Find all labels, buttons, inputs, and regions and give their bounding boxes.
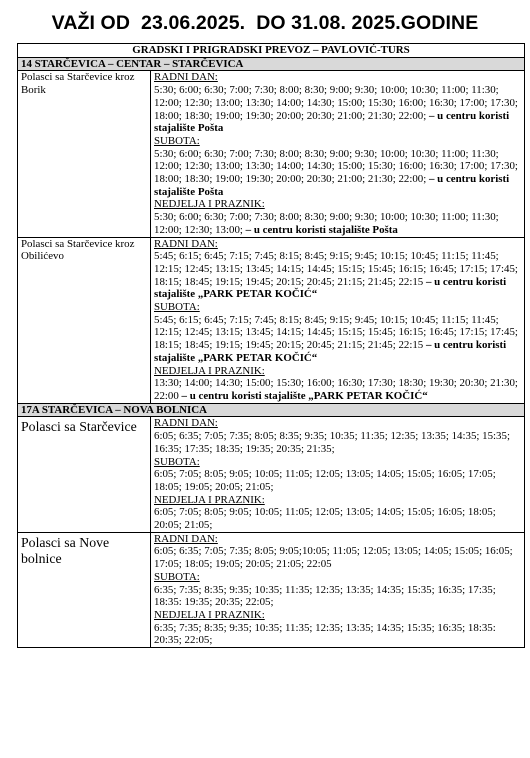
line-header-17a: 17A STARČEVICA – NOVA BOLNICA (18, 403, 525, 417)
times-text: 5:45; 6:15; 6:45; 7:15; 7:45; 8:15; 8:45; 9:15; 9:45; 10:15; 10:45; 11:15; 11:45; 12:15; 12:45; 13:15; 13:45; 14:15; 14:45; 15:15; 15:45; 16:15; 16:45; 17:15; 17:45; 18:15; 18:45; 19:15; 19:45; 20:15; 20:45; 21:15; 21:45; 22:15 – u centru koristi stajalište „PARK PETAR KOČIĆ“ (154, 313, 518, 364)
schedule-table (17, 43, 525, 648)
day-label: NEDJELJA I PRAZNIK: (154, 198, 265, 211)
times-text: 6:35; 7:35; 8:35; 9:35; 10:35; 11:35; 12:35; 13:35; 14:35; 15:35; 16:35; 18:35: 20:35; 22:05; (154, 621, 496, 647)
route-times (151, 417, 525, 532)
day-label: NEDJELJA I PRAZNIK: (154, 608, 265, 621)
line-header-14: 14 STARČEVICA – CENTAR – STARČEVICA (18, 57, 525, 71)
times-text: 6:05; 7:05; 8:05; 9:05; 10:05; 11:05; 12:05; 13:05; 14:05; 15:05; 16:05; 18:05; 20:05; 21:05; (154, 506, 496, 532)
day-label: SUBOTA: (154, 134, 200, 147)
times-text: 5:30; 6:00; 6:30; 7:00; 7:30; 8:00; 8:30; 9:00; 9:30; 10:00; 10:30; 11:00; 11:30; 12:00; 12:30; 13:00; – u centru koristi stajalište Pošta (154, 211, 499, 236)
times-text: 6:05; 7:05; 8:05; 9:05; 10:05; 11:05; 12:05; 13:05; 14:05; 15:05; 16:05; 17:05; 18:05; 19:05; 20:05; 21:05; (154, 468, 496, 493)
route-label: Polasci sa Starčevice kroz Obilićevo (18, 237, 151, 403)
route-times (151, 71, 525, 237)
times-text: 13:30; 14:00; 14:30; 15:00; 15:30; 16:00; 16:30; 17:30; 18:30; 19:30; 20:30; 21:30; 22:00 – u centru koristi stajalište „PARK PETAR KOČIĆ“ (154, 377, 518, 402)
times-text: 5:45; 6:15; 6:45; 7:15; 7:45; 8:15; 8:45; 9:15; 9:45; 10:15; 10:45; 11:15; 11:45; 12:15; 12:45; 13:15; 13:45; 14:15; 14:45; 15:15; 15:45; 16:15; 16:45; 17:15; 17:45; 18:15; 18:45; 19:15; 19:45; 20:15; 20:45; 21:15; 21:45; 22:15 – u centru koristi stajalište „PARK PETAR KOČIĆ“ (154, 250, 518, 301)
times-text: 6:05; 6:35; 7:05; 7:35; 8:05; 8:35; 9:35; 10:35; 11:35; 12:35; 13:35; 14:35; 15:35; 16:35; 17:35; 18:35; 19:35; 20:35; 21:35; (154, 430, 510, 455)
day-label: RADNI DAN: (154, 237, 218, 250)
route-row (18, 71, 525, 237)
stop-note: – u centru koristi stajalište „PARK PETAR KOČIĆ“ (178, 389, 428, 402)
times-text: 6:05; 6:35; 7:05; 7:35; 8:05; 9:05;10:05; 11:05; 12:05; 13:05; 14:05; 15:05; 16:05; 17:05; 18:05; 19:05; 20:05; 21:05; 22:05 (154, 545, 513, 571)
day-label: NEDJELJA I PRAZNIK: (154, 493, 265, 506)
page-title: VAŽI OD 23.06.2025. DO 31.08. 2025.GODINE (51, 12, 479, 34)
route-row (18, 237, 525, 403)
route-row (18, 417, 525, 532)
day-label: SUBOTA: (154, 455, 200, 468)
day-label: RADNI DAN: (154, 417, 218, 430)
stop-note: – u centru koristi stajalište Pošta (242, 223, 398, 236)
stop-note: – u centru koristi stajalište „PARK PETAR KOČIĆ“ (154, 275, 507, 301)
times-text: 5:30; 6:00; 6:30; 7:00; 7:30; 8:00; 8:30; 9:00; 9:30; 10:00; 10:30; 11:00; 11:30; 12:00; 12:30; 13:00; 13:30; 14:00; 14:30; 15:00; 15:30; 16:00; 16:30; 17:00; 17:30; 18:00; 18:30; 19:00; 19:30; 20:00; 20:30; 21:00; 21:30; 22:00; – u centru koristi stajalište Pošta (154, 147, 518, 198)
route-times (151, 532, 525, 647)
day-label: SUBOTA: (154, 570, 200, 583)
stop-note: – u centru koristi stajalište „PARK PETAR KOČIĆ“ (154, 339, 507, 364)
day-label: SUBOTA: (154, 301, 200, 314)
route-label: Polasci sa Nove bolnice (18, 532, 151, 647)
times-text: 5:30; 6:00; 6:30; 7:00; 7:30; 8:00; 8:30; 9:00; 9:30; 10:00; 10:30; 11:00; 11:30; 12:00; 12:30; 13:00; 13:30; 14:00; 14:30; 15:00; 15:30; 16:00; 16:30; 17:00; 17:30; 18:00; 18:30; 19:00; 19:30; 20:00; 20:30; 21:00; 21:30; 22:00; – u centru koristi stajalište Pošta (154, 84, 518, 135)
route-row (18, 532, 525, 647)
route-label: Polasci sa Starčevice kroz Borik (18, 71, 151, 237)
day-label: RADNI DAN: (154, 71, 218, 84)
table-header: GRADSKI I PRIGRADSKI PREVOZ – PAVLOVIĆ-TURS (18, 44, 525, 58)
stop-note: – u centru koristi stajalište Pošta (154, 173, 510, 198)
stop-note: – u centru koristi stajalište Pošta (154, 109, 510, 135)
route-label: Polasci sa Starčevice (18, 417, 151, 532)
day-label: NEDJELJA I PRAZNIK: (154, 364, 265, 377)
times-text: 6:35; 7:35; 8:35; 9:35; 10:35; 11:35; 12:35; 13:35; 14:35; 15:35; 16:35; 17:35; 18:35: 19:35; 20:35; 22:05; (154, 583, 496, 609)
route-times (151, 237, 525, 403)
day-label: RADNI DAN: (154, 532, 218, 545)
